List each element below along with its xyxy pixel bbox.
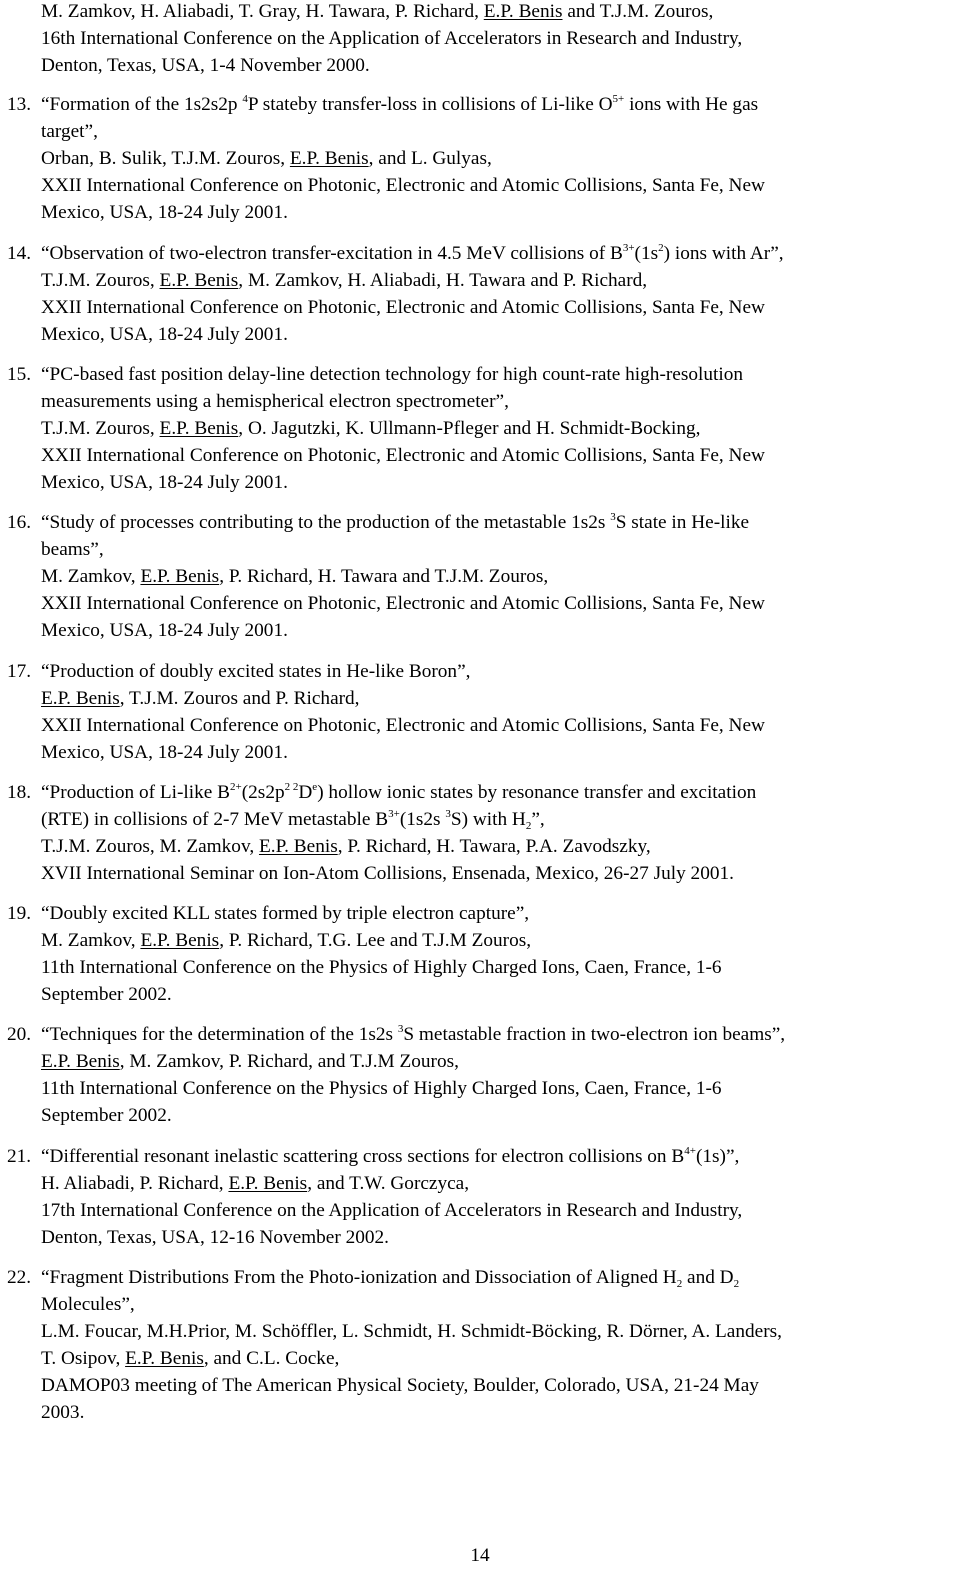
entry-title-cont: target”, — [41, 121, 98, 142]
entry-authors-cont: T. Osipov, E.P. Benis, and C.L. Cocke, — [41, 1348, 340, 1369]
entry-venue-cont: Mexico, USA, 18-24 July 2001. — [41, 742, 288, 763]
entry-venue: 17th International Conference on the Application of Accelerators in Research and Industry, — [41, 1200, 743, 1221]
entry-venue: XXII International Conference on Photonic, Electronic and Atomic Collisions, Santa Fe, New — [41, 175, 765, 196]
entry-venue-cont: Denton, Texas, USA, 12-16 November 2002. — [41, 1227, 389, 1248]
entry-venue-cont: September 2002. — [41, 984, 172, 1005]
entry-title-cont: (RTE) in collisions of 2-7 MeV metastable $B^{3+}(1s2s$ $^3$S) with $H_2$”, — [41, 808, 545, 832]
entry-venue-cont: Mexico, USA, 18-24 July 2001. — [41, 620, 288, 641]
author-benis: E.P. Benis — [41, 688, 120, 709]
entry-number: 15. — [7, 364, 32, 385]
entry-venue: 11th International Conference on the Physics of Highly Charged Ions, Caen, France, 1-6 — [41, 1078, 722, 1099]
author-benis: E.P. Benis — [258, 836, 338, 857]
author-benis: E.P. Benis — [41, 1051, 120, 1072]
entry-venue-cont: Mexico, USA, 18-24 July 2001. — [41, 472, 288, 493]
entry-venue-cont: September 2002. — [41, 1105, 172, 1126]
entry-title: “Formation of the 1s2s2p $^4$P stateby transfer-loss in collisions of Li-like $O^{5+}$ ions with He gas — [41, 93, 759, 115]
author-benis: E.P. Benis — [228, 1173, 308, 1194]
entry-title: “Production of doubly excited states in He-like Boron”, — [41, 661, 471, 682]
author-benis: E.P. Benis — [289, 148, 369, 169]
entry-number: 20. — [7, 1024, 32, 1045]
author-benis: E.P. Benis — [159, 418, 239, 439]
entry-venue: XXII International Conference on Photonic, Electronic and Atomic Collisions, Santa Fe, New — [41, 297, 765, 318]
page-number: 14 — [470, 1545, 490, 1566]
entry-title: “Doubly excited KLL states formed by triple electron capture”, — [41, 903, 530, 924]
entry-number: 16. — [7, 512, 32, 533]
entry-venue-cont: 2003. — [41, 1402, 85, 1423]
entry-authors: E.P. Benis, T.J.M. Zouros and P. Richard, — [41, 688, 360, 709]
entry-title-cont: measurements using a hemispherical electron spectrometer”, — [41, 391, 509, 412]
entry-venue: 11th International Conference on the Physics of Highly Charged Ions, Caen, France, 1-6 — [41, 957, 722, 978]
entry-authors: L.M. Foucar, M.H.Prior, M. Schöffler, L. Schmidt, H. Schmidt-Böcking, R. Dörner, A. Landers, — [41, 1321, 782, 1342]
entry-12-venue-cont: Denton, Texas, USA, 1-4 November 2000. — [41, 55, 370, 76]
entry-venue: DAMOP03 meeting of The American Physical Society, Boulder, Colorado, USA, 21-24 May — [41, 1375, 759, 1396]
entry-venue: XVII International Seminar on Ion-Atom Collisions, Ensenada, Mexico, 26-27 July 2001. — [41, 863, 734, 884]
entry-authors: M. Zamkov, E.P. Benis, P. Richard, H. Tawara and T.J.M. Zouros, — [41, 566, 549, 587]
entry-number: 17. — [7, 661, 32, 682]
entry-venue-cont: Mexico, USA, 18-24 July 2001. — [41, 324, 288, 345]
entry-number: 18. — [7, 782, 32, 803]
entry-authors: H. Aliabadi, P. Richard, E.P. Benis, and T.W. Gorczyca, — [41, 1173, 470, 1194]
author-benis: E.P. Benis — [125, 1348, 204, 1369]
entry-title-cont: beams”, — [41, 539, 104, 560]
entry-venue: XXII International Conference on Photonic, Electronic and Atomic Collisions, Santa Fe, New — [41, 593, 765, 614]
entry-number: 14. — [7, 243, 32, 264]
author-benis: E.P. Benis — [483, 1, 563, 22]
entry-title: “Differential resonant inelastic scattering cross sections for electron collisions on $B^{4+}(1s)$”, — [41, 1145, 740, 1167]
entry-number: 19. — [7, 903, 32, 924]
entry-title: “Production of Li-like $B^{2+}(2s2p^{2 2}De)$ hollow ionic states by resonance transfer and excitation — [41, 781, 757, 803]
entry-authors: E.P. Benis, M. Zamkov, P. Richard, and T.J.M Zouros, — [41, 1051, 459, 1072]
entry-number: 22. — [7, 1267, 32, 1288]
entry-authors: Orban, B. Sulik, T.J.M. Zouros, E.P. Benis, and L. Gulyas, — [41, 148, 492, 169]
entry-authors: T.J.M. Zouros, E.P. Benis, M. Zamkov, H. Aliabadi, H. Tawara and P. Richard, — [41, 270, 648, 291]
author-benis: E.P. Benis — [140, 566, 220, 587]
author-benis: E.P. Benis — [140, 930, 220, 951]
entry-venue: XXII International Conference on Photonic, Electronic and Atomic Collisions, Santa Fe, New — [41, 445, 765, 466]
author-benis: E.P. Benis — [159, 270, 239, 291]
entry-authors: M. Zamkov, E.P. Benis, P. Richard, T.G. Lee and T.J.M Zouros, — [41, 930, 532, 951]
entry-12-venue: 16th International Conference on the Application of Accelerators in Research and Industry, — [41, 28, 743, 49]
entry-12-authors: M. Zamkov, H. Aliabadi, T. Gray, H. Tawara, P. Richard, E.P. Benis and T.J.M. Zouros, — [41, 1, 714, 22]
entry-title: “Techniques for the determination of the 1s2s $^3$S metastable fraction in two-electron ion beams”, — [41, 1023, 786, 1045]
entry-number: 13. — [7, 94, 32, 115]
entry-venue: XXII International Conference on Photonic, Electronic and Atomic Collisions, Santa Fe, New — [41, 715, 765, 736]
entry-authors: T.J.M. Zouros, M. Zamkov, E.P. Benis, P. Richard, H. Tawara, P.A. Zavodszky, — [41, 836, 651, 857]
entry-authors: T.J.M. Zouros, E.P. Benis, O. Jagutzki, K. Ullmann-Pfleger and H. Schmidt-Bocking, — [41, 418, 701, 439]
entry-title: “PC-based fast position delay-line detection technology for high count-rate high-resolution — [41, 364, 743, 385]
entry-title: “Fragment Distributions From the Photo-ionization and Dissociation of Aligned $H_2$ and $D_2$ — [41, 1267, 740, 1290]
entry-number: 21. — [7, 1146, 32, 1167]
entry-venue-cont: Mexico, USA, 18-24 July 2001. — [41, 202, 288, 223]
entry-title: “Study of processes contributing to the production of the metastable 1s2s $^3$S state in He-like — [41, 511, 750, 533]
entry-title-cont: Molecules”, — [41, 1294, 135, 1315]
entry-title: “Observation of two-electron transfer-excitation in 4.5 MeV collisions of $B^{3+}(1s^2)$ ions with Ar”, — [41, 242, 784, 264]
